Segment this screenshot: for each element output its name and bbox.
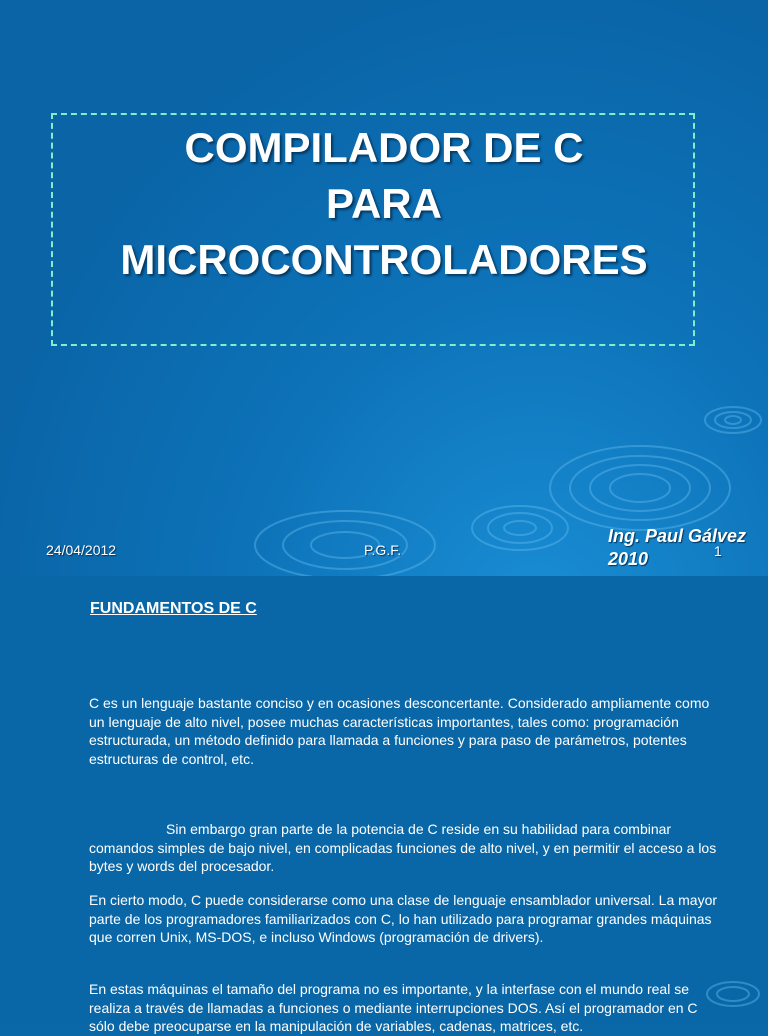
author-year: 2010: [608, 549, 649, 569]
paragraph-1: C es un lenguaje bastante conciso y en ocasiones desconcertante. Considerado ampliamente como un lenguaje de alto nivel, posee muchas características importantes, tales como: programación estructurada, un método definido para llamada a funciones y para paso de parámetros, potentes estructuras de control, etc.: [89, 695, 710, 767]
content-slide: [0, 576, 768, 1034]
author-name: Ing. Paul Gálvez: [608, 526, 747, 546]
title-line-1: COMPILADOR DE C: [184, 124, 584, 171]
paragraph-3: En cierto modo, C puede considerarse como una clase de lenguaje ensamblador universal. La mayor parte de los programadores familiarizados con C, lo han utilizado para programar grandes máquinas que corren Unix, MS-DOS, e incluso Windows (programación de drivers).: [89, 892, 718, 945]
section-heading: FUNDAMENTOS DE C: [90, 600, 257, 617]
slide-number: 1: [714, 543, 722, 559]
title-line-2: PARA: [326, 180, 442, 227]
paragraph-4: En estas máquinas el tamaño del programa no es importante, y la interfase con el mundo real se realiza a través de llamadas a funciones o mediante interrupciones DOS. Así el programador en C sólo debe preocuparse en la manipulación de variables, cadenas, matrices, etc.: [89, 981, 698, 1034]
paragraph-2: Sin embargo gran parte de la potencia de C reside en su habilidad para combinar comandos simples de bajo nivel, en complicadas funciones de alto nivel, y en permitir el acceso a los bytes y words del procesador.: [89, 821, 717, 874]
slide-date: 24/04/2012: [46, 542, 117, 558]
water-ripples-decoration: [0, 576, 768, 1024]
title-line-3: MICROCONTROLADORES: [120, 236, 648, 283]
slide-footer-text: P.G.F.: [364, 542, 402, 558]
